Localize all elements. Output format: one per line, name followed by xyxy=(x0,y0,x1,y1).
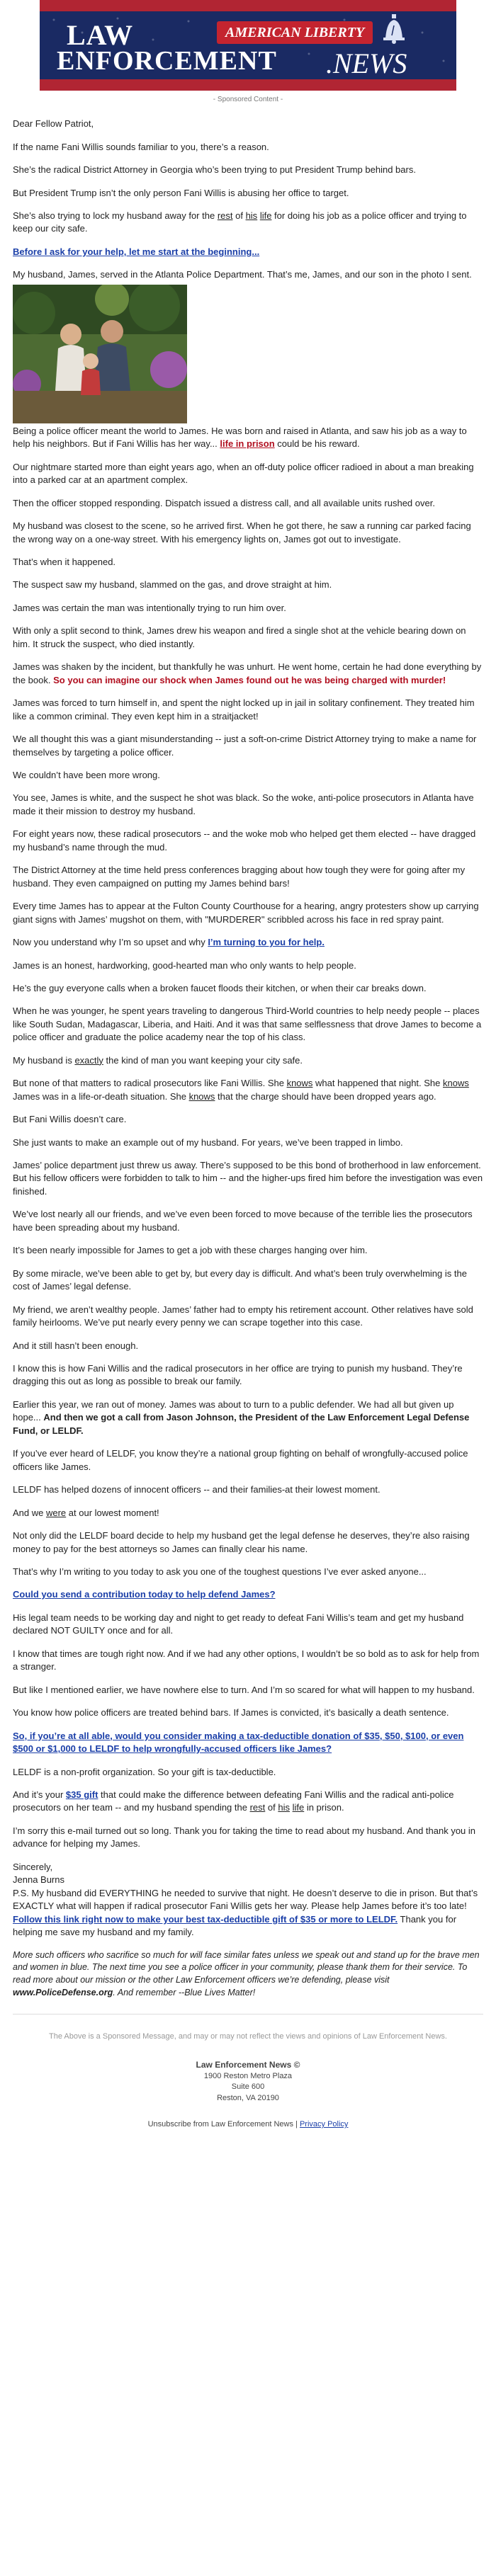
text: Thank you for helping me save my husband and my family. xyxy=(13,1913,457,1938)
paragraph: She’s the radical District Attorney in Georgia who’s been trying to put President Trump behind bars. xyxy=(13,164,416,176)
text: of xyxy=(265,1802,278,1813)
text: More such officers who sacrifice so much for will face similar fates unless we speak out and stand up for the brave men and women in blue. The next time you see a police officer in your community, please thank them for their service. To read more about our mission or the other Law Enforcement officers we’re defending, please visit xyxy=(13,1949,480,1985)
beginning-link[interactable]: Before I ask for your help, let me start at the beginning... xyxy=(13,246,260,257)
underlined-text: exactly xyxy=(74,1054,103,1066)
paragraph xyxy=(13,936,483,949)
text: My husband is xyxy=(13,1054,75,1066)
paragraph: If the name Fani Willis sounds familiar to you, there’s a reason. xyxy=(13,141,269,152)
underlined-text: his xyxy=(278,1802,290,1813)
header-news-text: .NEWS xyxy=(326,47,407,79)
paragraph: I know that times are tough right now. And if we had any other options, I wouldn’t be so bold as to ask for help from a stranger. xyxy=(13,1648,480,1672)
paragraph: He’s the guy everyone calls when a broken faucet floods their kitchen, or when their car breaks down. xyxy=(13,982,427,993)
family-photo xyxy=(13,285,187,423)
paragraph: That’s why I’m writing to you today to ask you one of the toughest questions I’ve ever asked anyone... xyxy=(13,1566,427,1577)
paragraph: James was certain the man was intentionally trying to run him over. xyxy=(13,602,286,613)
signature-block xyxy=(13,1861,483,1887)
text: Now you understand why I’m so upset and why xyxy=(13,937,208,948)
signature: Jenna Burns xyxy=(13,1874,64,1886)
paragraph: But like I mentioned earlier, we have nowhere else to turn. And I’m so scared for what will happen to my husband. xyxy=(13,1684,475,1695)
sponsored-label: - Sponsored Content - xyxy=(213,96,283,103)
paragraph: By some miracle, we’ve been able to get by, but every day is difficult. And what’s been truly overwhelming is the cost of James’ legal defense. xyxy=(13,1267,467,1292)
gift-link[interactable]: Follow this link right now to make your best tax-deductible gift of $35 or more to LELDF. xyxy=(13,1913,398,1925)
donation-amounts-link[interactable]: So, if you’re at all able, would you consider making a tax-deductible donation of $35, $50, $100, or even $500 or $1,000 to LELDF to help wrongfully-accused officers like James? xyxy=(13,1730,464,1755)
underlined-text: knows xyxy=(443,1078,469,1089)
text: . And remember --Blue Lives Matter! xyxy=(113,1987,256,1997)
underlined-text: his xyxy=(245,210,258,221)
help-link[interactable]: I’m turning to you for help. xyxy=(208,937,325,948)
header-law-text: LAW xyxy=(67,19,134,51)
paragraph: That’s when it happened. xyxy=(13,556,116,567)
paragraph xyxy=(13,1507,483,1520)
paragraph: We’ve lost nearly all our friends, and we’ve even been forced to move because of the terrible lies the prosecutors have been spreading about my husband. xyxy=(13,1209,473,1233)
unsubscribe-text: Unsubscribe from Law Enforcement News xyxy=(147,2120,293,2129)
paragraph: I’m sorry this e-mail turned out so long. Thank you for taking the time to read about my husband. And thank you in advance for helping my James. xyxy=(13,1825,476,1850)
banner-top-stripe xyxy=(40,0,456,11)
website-text: www.PoliceDefense.org xyxy=(13,1987,113,1997)
text: Earlier this year, we ran out of money. James was about to turn to a public defender. We had all but given up hope... xyxy=(13,1398,454,1423)
text: James was in a life-or-death situation. She xyxy=(13,1090,189,1102)
paragraph: Every time James has to appear at the Fulton County Courthouse for a hearing, angry protesters show up carrying giant signs with James’ mugshot on them, with "MURDERER" scribbled across his face in red spray paint. xyxy=(13,901,479,925)
footer-line: Suite 600 xyxy=(231,2082,265,2092)
paragraph: My husband was closest to the scene, so he arrived first. When he got there, he saw a running car parked facing the wrong way on a one-way street. With his emergency lights on, James got out to investigate. xyxy=(13,520,471,545)
paragraph xyxy=(13,1077,483,1103)
gift-35-link[interactable]: $35 gift xyxy=(65,1789,98,1800)
paragraph: I know this is how Fani Willis and the radical prosecutors in her office are trying to punish my husband. They’re dragging this out as long as possible to break our family. xyxy=(13,1363,463,1387)
text: in prison. xyxy=(304,1802,344,1813)
paragraph: Then the officer stopped responding. Dispatch issued a distress call, and all available units rushed over. xyxy=(13,497,435,508)
privacy-policy-link[interactable]: Privacy Policy xyxy=(299,2120,349,2129)
text: at our lowest moment! xyxy=(66,1507,159,1518)
paragraph: My husband, James, served in the Atlanta Police Department. That’s me, James, and our son in the photo I sent. xyxy=(13,269,472,280)
highlight-text: life in prison xyxy=(220,438,275,450)
text: the kind of man you want keeping your city safe. xyxy=(103,1054,303,1066)
paragraph: With only a split second to think, James drew his weapon and fired a single shot at the vehicle bearing down on him. It struck the suspect, who died instantly. xyxy=(13,625,466,649)
paragraph: Our nightmare started more than eight years ago, when an off-duty police officer radioed in about a man breaking into a parked car at an apartment complex. xyxy=(13,461,474,486)
underlined-text: life xyxy=(259,210,272,221)
footer-address xyxy=(0,2059,496,2104)
underlined-text: knows xyxy=(188,1090,215,1102)
underlined-text: knows xyxy=(286,1078,313,1089)
separator: | xyxy=(293,2120,300,2129)
paragraph: James was forced to turn himself in, and spent the night locked up in jail in solitary confinement. They treated him like a common criminal. They even kept him in a straitjacket! xyxy=(13,697,475,722)
paragraph: If you’ve ever heard of LELDF, you know they’re a national group fighting on behalf of wrongfully-accused police officers like James. xyxy=(13,1448,468,1472)
text: Being a police officer meant the world to James. He was born and raised in Atlanta, and saw his job as a way to help his neighbors. But if Fani Willis has her way... xyxy=(13,425,467,450)
header-banner xyxy=(40,0,456,91)
disclaimer: The Above is a Sponsored Message, and may or may not reflect the views and opinions of Law Enforcement News. xyxy=(49,2031,447,2041)
paragraph: Not only did the LELDF board decide to help my husband get the legal defense he deserves, they’re also raising money to pay for the best attorneys so James can finally clear his name. xyxy=(13,1530,470,1554)
footer-line: Reston, VA 20190 xyxy=(217,2093,279,2102)
closing-message xyxy=(13,1949,483,2000)
text: P.S. My husband did EVERYTHING he needed to survive that night. He doesn’t deserve to die in prison. But that’s EXACTLY what will happen if radical prosecutor Fani Willis gets her way. Please help James before it’s too late! xyxy=(13,1887,478,1912)
text: of xyxy=(232,210,246,221)
paragraph xyxy=(13,210,483,236)
text: But none of that matters to radical prosecutors like Fani Willis. She xyxy=(13,1078,287,1089)
paragraph: And it still hasn’t been enough. xyxy=(13,1340,139,1351)
letter-body xyxy=(13,118,483,1999)
paragraph: You know how police officers are treated behind bars. If James is convicted, it’s basically a death sentence. xyxy=(13,1707,449,1719)
paragraph: LELDF is a non-profit organization. So your gift is tax-deductible. xyxy=(13,1766,276,1777)
paragraph xyxy=(13,1398,483,1437)
contribution-link[interactable]: Could you send a contribution today to help defend James? xyxy=(13,1589,276,1600)
paragraph: For eight years now, these radical prosecutors -- and the woke mob who helped get them elected -- have dragged my husband’s name through the mud. xyxy=(13,828,476,853)
paragraph: LELDF has helped dozens of innocent officers -- and their families-at their lowest moment. xyxy=(13,1484,381,1495)
paragraph: But President Trump isn’t the only person Fani Willis is abusing her office to target. xyxy=(13,187,349,198)
liberty-bell-icon xyxy=(380,13,408,44)
text: what happened that night. She xyxy=(312,1078,444,1089)
unsubscribe-bar xyxy=(0,2119,496,2131)
paragraph: It’s been nearly impossible for James to get a job with these charges hanging over him. xyxy=(13,1245,368,1256)
text: that the charge should have been dropped years ago. xyxy=(215,1090,436,1102)
highlight-text: So you can imagine our shock when James found out he was being charged with murder! xyxy=(53,674,446,685)
paragraph xyxy=(13,1588,483,1601)
header-american-liberty-badge: AMERICAN LIBERTY xyxy=(217,21,373,44)
paragraph: The District Attorney at the time held press conferences bragging about how tough they were for going after my husband. They even campaigned on putting my James behind bars! xyxy=(13,865,466,889)
text: that could make the difference between defeating Fani Willis and the radical anti-police prosecutors on her team -- and my husband spending the xyxy=(13,1789,454,1813)
bold-text: And then we got a call from Jason Johnson, the President of the Law Enforcement Legal Defense Fund, or LELDF. xyxy=(13,1412,470,1436)
underlined-text: rest xyxy=(217,210,233,221)
paragraph: James’ police department just threw us away. There’s supposed to be this bond of brotherhood in law enforcement. But his fellow officers were forbidden to talk to him -- and the higher-ups fired him before the investigation was even finished. xyxy=(13,1160,483,1197)
text: And we xyxy=(13,1507,46,1518)
paragraph: My friend, we aren’t wealthy people. James’ father had to empty his retirement account. Other relatives have sold family heirlooms. We’ve put nearly every penny we can scrape together into this case. xyxy=(13,1304,473,1328)
footer-line: 1900 Reston Metro Plaza xyxy=(203,2071,293,2080)
paragraph: When he was younger, he spent years traveling to dangerous Third-World countries to help needy people -- places like South Sudan, Madagascar, Liberia, and Haiti. And it was that same selflessness that drove James to become a police officer and graduate the police academy near the top of his class. xyxy=(13,1005,482,1043)
footer-org: Law Enforcement News © xyxy=(196,2060,300,2070)
underlined-text: rest xyxy=(249,1802,266,1813)
text: And it’s your xyxy=(13,1789,66,1800)
paragraph: We couldn’t have been more wrong. xyxy=(13,769,160,780)
paragraph: But Fani Willis doesn’t care. xyxy=(13,1114,127,1125)
paragraph: You see, James is white, and the suspect he shot was black. So the woke, anti-police prosecutors in Atlanta have made it their mission to destroy my husband. xyxy=(13,792,474,816)
paragraph xyxy=(13,661,483,687)
text: James was shaken by the incident, but thankfully he was unhurt. He went home, certain he had done everything by the book. xyxy=(13,661,482,685)
paragraph: She just wants to make an example out of my husband. For years, we’ve been trapped in limbo. xyxy=(13,1136,403,1148)
closing: Sincerely, xyxy=(13,1861,53,1872)
paragraph xyxy=(13,246,483,258)
underlined-text: were xyxy=(45,1507,67,1518)
family-photo-image xyxy=(13,285,187,423)
paragraph: His legal team needs to be working day and night to get ready to defeat Fani Willis’s team and get my husband declared NOT GUILTY once and for all. xyxy=(13,1612,464,1636)
text: She’s also trying to lock my husband away for the xyxy=(13,210,218,221)
text: for doing his job as a police officer and trying to keep our city safe. xyxy=(13,210,467,234)
paragraph xyxy=(13,1730,483,1756)
underlined-text: life xyxy=(292,1802,305,1813)
paragraph xyxy=(13,425,483,451)
text: could be his reward. xyxy=(274,438,360,450)
paragraph xyxy=(13,1789,483,1815)
postscript xyxy=(13,1887,483,1939)
paragraph: James is an honest, hardworking, good-hearted man who only wants to help people. xyxy=(13,959,356,971)
paragraph: We all thought this was a giant misunderstanding -- just a soft-on-crime District Attorney trying to make a name for themselves by targeting a police officer. xyxy=(13,734,477,758)
header-enforcement-text: ENFORCEMENT xyxy=(57,46,277,76)
greeting: Dear Fellow Patriot, xyxy=(13,118,94,130)
paragraph xyxy=(13,1054,483,1067)
paragraph: The suspect saw my husband, slammed on the gas, and drove straight at him. xyxy=(13,579,332,591)
